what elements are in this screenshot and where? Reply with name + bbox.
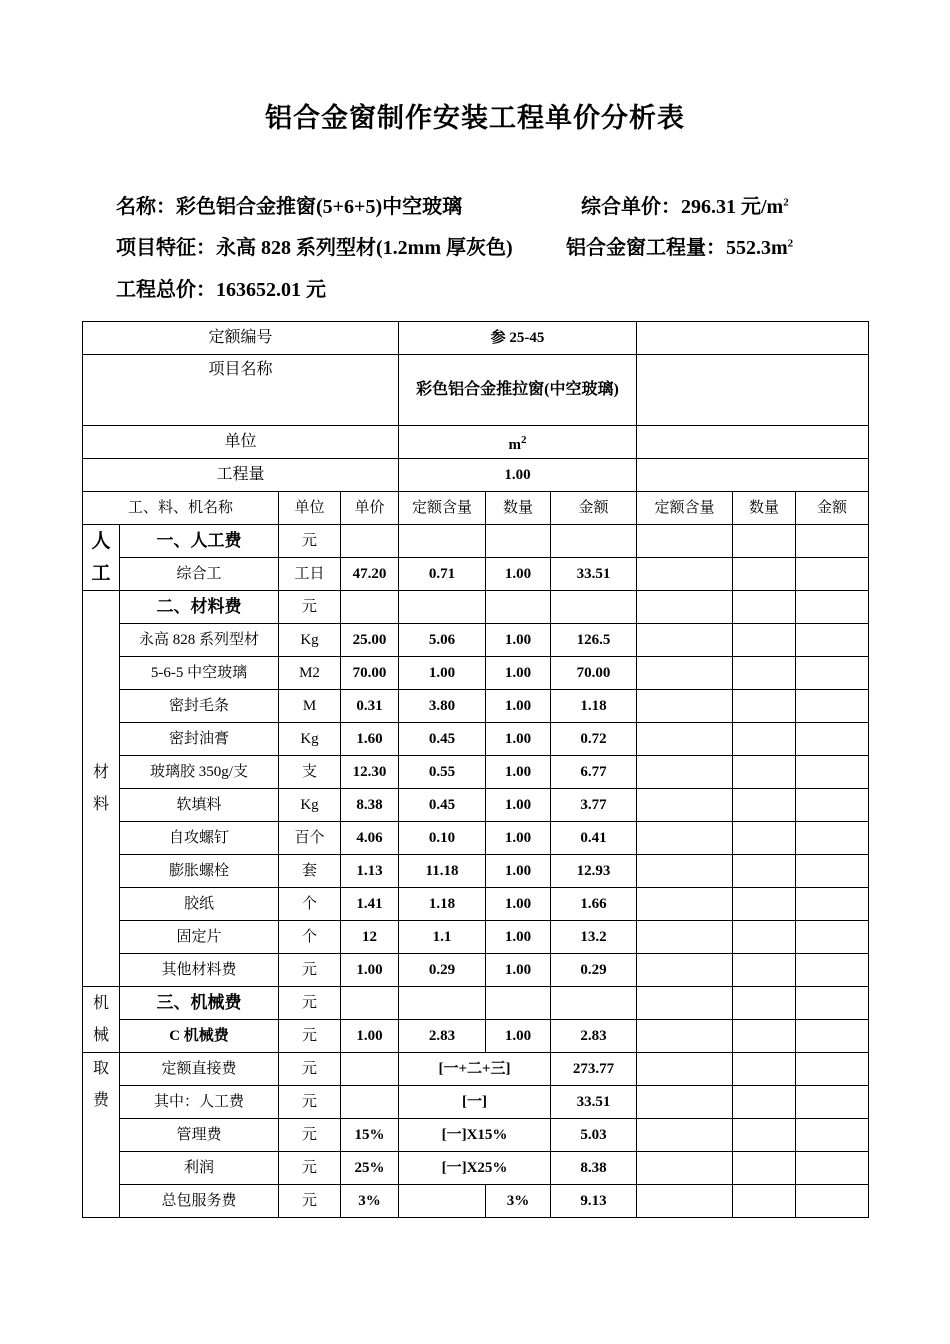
table-row [83,921,869,954]
row-amount: 0.41 [551,822,637,855]
machine-section-unit: 元 [279,987,341,1020]
qty-label: 工程量 [83,459,399,492]
unit-price-sup: 2 [783,196,789,209]
header-price: 单价 [341,492,399,525]
header-row [83,492,869,525]
info-quantity [566,231,793,260]
row-name: 5-6-5 中空玻璃 [120,657,279,690]
row-amount: 13.2 [551,921,637,954]
row-amount: 33.51 [551,558,637,591]
row-qty: 1.00 [486,657,551,690]
row-qty: 1.00 [486,954,551,987]
row-name: 密封油膏 [120,723,279,756]
row-amount: 5.03 [551,1119,637,1152]
labor-section-row [83,525,869,558]
header-unit: 单位 [279,492,341,525]
row-qty: 1.00 [486,624,551,657]
row-content: 0.45 [399,723,486,756]
info-feature-line [116,231,513,260]
empty-cell [637,322,869,355]
row-qty: 3% [486,1185,551,1218]
row-qty: 1.00 [486,690,551,723]
row-unit: 套 [279,855,341,888]
empty-cell [637,355,869,426]
table-row [83,723,869,756]
labor-section-unit: 元 [279,525,341,558]
info-unit-price [581,190,789,219]
row-qty: 1.00 [486,723,551,756]
fee-side-label: 取 费 [83,1053,120,1218]
table-row [83,1020,869,1053]
row-price: 1.00 [341,1020,399,1053]
row-amount: 70.00 [551,657,637,690]
row-name: 其中：人工费 [120,1086,279,1119]
row-content: 1.18 [399,888,486,921]
row-qty: 1.00 [486,1020,551,1053]
row-price: 12 [341,921,399,954]
fee-management-row [83,1119,869,1152]
row-content: 3.80 [399,690,486,723]
row-amount: 2.83 [551,1020,637,1053]
empty-cell [637,426,869,459]
row-price: 4.06 [341,822,399,855]
material-section-row [83,591,869,624]
fee-labor-row [83,1086,869,1119]
row-name: 密封毛条 [120,690,279,723]
row-unit: 元 [279,1152,341,1185]
row-unit: 元 [279,954,341,987]
row-name: 自攻螺钉 [120,822,279,855]
item-name-value: 彩色铝合金推拉窗(中空玻璃) [399,355,637,426]
feature-value: 永高 828 系列型材(1.2mm 厚灰色) [216,237,513,259]
material-side-label: 材 料 [83,591,120,987]
row-qty: 1.00 [486,756,551,789]
header-qty: 数量 [486,492,551,525]
row-price: 1.60 [341,723,399,756]
row-formula: [一]X25% [399,1152,551,1185]
table-row [83,756,869,789]
row-unit: 元 [279,1185,341,1218]
row-name: 胶纸 [120,888,279,921]
row-price: 47.20 [341,558,399,591]
fee-service-row [83,1185,869,1218]
quantity-sup: 2 [787,237,794,250]
row-price: 1.00 [341,954,399,987]
table-row [83,822,869,855]
quota-no-label: 定额编号 [83,322,399,355]
fee-profit-row [83,1152,869,1185]
row-unit: 元 [279,1053,341,1086]
row-name: 其他材料费 [120,954,279,987]
material-section-unit: 元 [279,591,341,624]
machine-section-title: 三、机械费 [120,987,279,1020]
row-formula: [一] [399,1086,551,1119]
row-unit: M [279,690,341,723]
row-name: 总包服务费 [120,1185,279,1218]
row-name: 定额直接费 [120,1053,279,1086]
row-price: 8.38 [341,789,399,822]
row-formula: [一]X15% [399,1119,551,1152]
row-amount: 12.93 [551,855,637,888]
labor-section-title: 一、人工费 [120,525,279,558]
row-content: 0.55 [399,756,486,789]
row-amount: 0.29 [551,954,637,987]
row-content: 11.18 [399,855,486,888]
row-qty: 1.00 [486,789,551,822]
row-name: 膨胀螺栓 [120,855,279,888]
row-amount: 3.77 [551,789,637,822]
table-row [83,954,869,987]
qty-row [83,459,869,492]
row-content: 0.71 [399,558,486,591]
quota-no-value: 参 25-45 [399,322,637,355]
unit-value [399,426,637,459]
row-name: 管理费 [120,1119,279,1152]
unit-value-text: m [508,436,522,453]
price-analysis-table [82,321,869,1218]
row-price: 70.00 [341,657,399,690]
unit-row [83,426,869,459]
row-rate: 3% [341,1185,399,1218]
row-content: 1.00 [399,657,486,690]
unit-price-value: 296.31 元/m [681,196,784,218]
row-name: 软填料 [120,789,279,822]
row-amount: 6.77 [551,756,637,789]
row-unit: 支 [279,756,341,789]
item-name-label: 项目名称 [83,355,399,426]
row-unit: M2 [279,657,341,690]
row-name: 永高 828 系列型材 [120,624,279,657]
row-amount: 9.13 [551,1185,637,1218]
row-price: 1.13 [341,855,399,888]
row-content: 5.06 [399,624,486,657]
table-row [83,789,869,822]
row-content: 2.83 [399,1020,486,1053]
row-price: 0.31 [341,690,399,723]
row-price: 25.00 [341,624,399,657]
row-amount: 8.38 [551,1152,637,1185]
table-row [83,558,869,591]
row-content: 0.45 [399,789,486,822]
header-qty-2: 数量 [733,492,796,525]
machine-side-label: 机 械 [83,987,120,1053]
row-unit: 个 [279,888,341,921]
name-value: 彩色铝合金推窗(5+6+5)中空玻璃 [176,196,463,218]
row-content: 0.10 [399,822,486,855]
row-amount: 273.77 [551,1053,637,1086]
row-name: 综合工 [120,558,279,591]
row-amount: 126.5 [551,624,637,657]
empty-cell [637,459,869,492]
header-amount: 金额 [551,492,637,525]
row-unit: Kg [279,789,341,822]
row-unit: 元 [279,1086,341,1119]
feature-label: 项目特征： [116,237,216,259]
material-section-title: 二、材料费 [120,591,279,624]
unit-value-sup: 2 [521,433,527,446]
row-qty: 1.00 [486,558,551,591]
row-amount: 1.66 [551,888,637,921]
row-unit: 元 [279,1020,341,1053]
qty-value: 1.00 [399,459,637,492]
row-name: 利润 [120,1152,279,1185]
row-qty: 1.00 [486,855,551,888]
row-price: 12.30 [341,756,399,789]
name-label: 名称： [116,196,176,218]
unit-label: 单位 [83,426,399,459]
quantity-value: 552.3m [726,237,788,259]
row-qty: 1.00 [486,921,551,954]
row-qty: 1.00 [486,888,551,921]
row-content: 1.1 [399,921,486,954]
row-qty: 1.00 [486,822,551,855]
quantity-label: 铝合金窗工程量： [566,237,726,259]
row-name: 固定片 [120,921,279,954]
row-price: 1.41 [341,888,399,921]
row-name: 玻璃胶 350g/支 [120,756,279,789]
table-row [83,855,869,888]
row-rate: 15% [341,1119,399,1152]
page-title: 铝合金窗制作安装工程单价分析表 [265,103,685,133]
row-amount: 33.51 [551,1086,637,1119]
header-amount-2: 金额 [796,492,869,525]
header-content-2: 定额含量 [637,492,733,525]
fee-direct-row [83,1053,869,1086]
table-row [83,624,869,657]
row-rate: 25% [341,1152,399,1185]
table-row [83,690,869,723]
labor-side-label: 人 工 [83,525,120,591]
unit-price-label: 综合单价： [581,196,681,218]
row-amount: 1.18 [551,690,637,723]
item-name-row [83,355,869,426]
row-unit: 元 [279,1119,341,1152]
row-unit: Kg [279,723,341,756]
row-amount: 0.72 [551,723,637,756]
total-label: 工程总价： [116,279,216,301]
total-value: 163652.01 元 [216,279,326,301]
info-total-line [116,273,326,302]
machine-section-row [83,987,869,1020]
row-name: C 机械费 [120,1020,279,1053]
row-unit: 个 [279,921,341,954]
row-content: 0.29 [399,954,486,987]
row-formula: [一+二+三] [399,1053,551,1086]
header-name: 工、料、机名称 [83,492,279,525]
row-unit: 百个 [279,822,341,855]
row-unit: Kg [279,624,341,657]
table-row [83,657,869,690]
row-unit: 工日 [279,558,341,591]
info-name-line [116,190,462,219]
table-row [83,888,869,921]
header-content: 定额含量 [399,492,486,525]
quota-no-row [83,322,869,355]
